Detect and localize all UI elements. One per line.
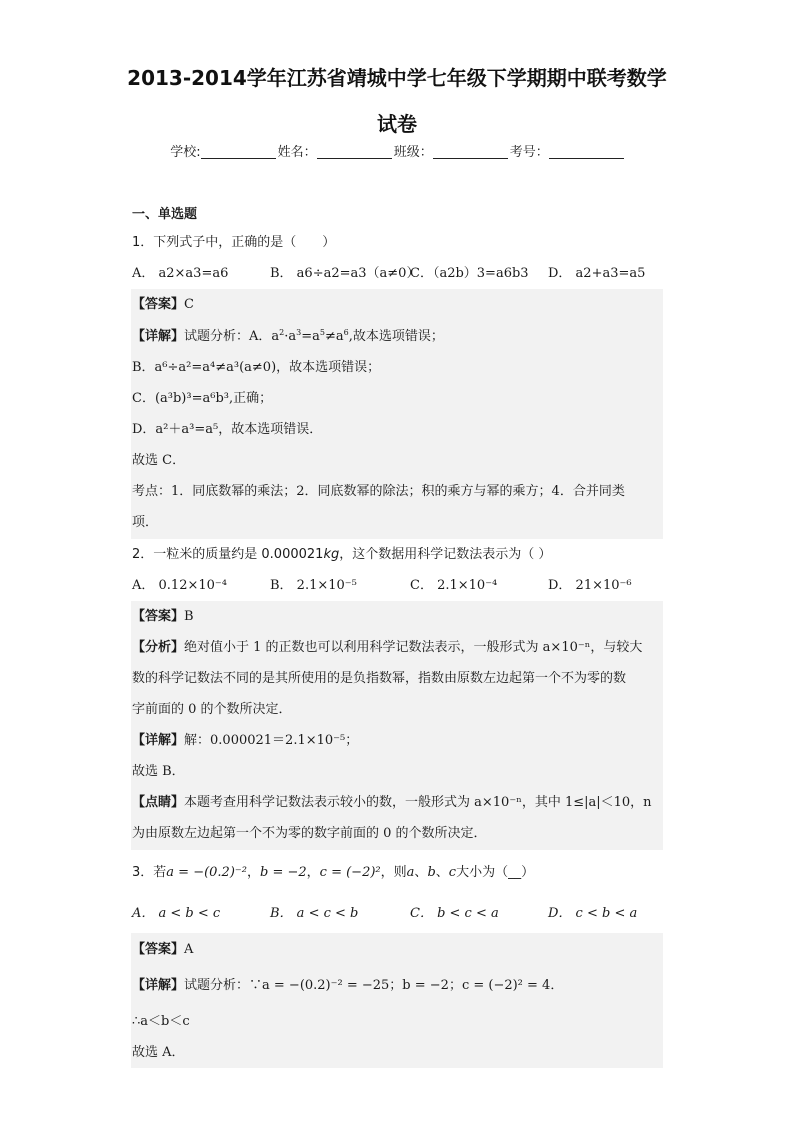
q2-option-d: D． 21×10⁻⁶ <box>548 578 632 593</box>
class-blank <box>433 144 508 159</box>
q1-option-a: A． a2×a3=a6 <box>132 266 229 281</box>
q3-option-c: C． b < c < a <box>410 906 499 921</box>
q1-answer: 【答案】C <box>132 297 194 312</box>
page-title-line2: 试卷 <box>377 112 417 136</box>
q1-option-d: D． a2+a3=a5 <box>548 266 646 281</box>
q2-analysis-1: 【分析】绝对值小于 1 的正数也可以利用科学记数法表示，一般形式为 a×10⁻ⁿ，与较大 <box>132 640 643 655</box>
q1-option-c: C．（a2b）3=a6b3 <box>410 266 529 281</box>
school-blank <box>201 144 276 159</box>
school-label: 学校: <box>170 145 201 160</box>
q2-option-c: C． 2.1×10⁻⁴ <box>410 578 498 593</box>
q2-analysis-3: 字前面的 0 的个数所决定． <box>132 702 292 717</box>
q3-detail-1: 【详解】试题分析：∵a = −(0.2)⁻² = −25；b = −2；c = (−2)² = 4． <box>132 978 564 993</box>
q3-option-d: D． c < b < a <box>548 906 638 921</box>
q1-kaodian-1: 考点：1．同底数幂的乘法；2．同底数幂的除法；积的乘方与幂的乘方；4．合并同类 <box>132 484 625 499</box>
q1-detail-2: B．a⁶÷a²=a⁴≠a³(a≠0)，故本选项错误； <box>132 360 381 375</box>
student-info-row <box>0 143 794 163</box>
q1-detail-1: 【详解】试题分析：A．$a^2\cdot a^3=a^5\ne a^6$,故本选项错误； <box>132 328 444 344</box>
q2-option-b: B． 2.1×10⁻⁵ <box>270 578 357 593</box>
q1-option-b: B． a6÷a2=a3（a≠0） <box>270 266 420 281</box>
q3-stem: 3．若a = −(0.2)⁻²，b = −2，c = (−2)²，则a、b、c大小为（__） <box>132 865 535 880</box>
q3-answer: 【答案】A <box>132 942 194 957</box>
q3-detail-2: ∴a＜b＜c <box>132 1014 190 1029</box>
q2-option-a: A． 0.12×10⁻⁴ <box>132 578 227 593</box>
class-label: 班级： <box>393 145 433 160</box>
q2-stem: 2．一粒米的质量约是 0.000021kg，这个数据用科学记数法表示为（ ） <box>132 547 552 562</box>
q1-detail-5: 故选 C． <box>132 453 186 468</box>
name-blank <box>317 144 392 159</box>
q2-detail-2: 故选 B． <box>132 764 185 779</box>
q3-detail-3: 故选 A． <box>132 1045 185 1060</box>
exam-no-blank <box>549 144 624 159</box>
page-title-line1: 2013-2014学年江苏省靖城中学七年级下学期期中联考数学 <box>127 66 667 90</box>
exam-no-label: 考号： <box>509 145 549 160</box>
name-label: 姓名： <box>277 145 317 160</box>
q2-detail-1: 【详解】解：0.000021＝2.1×10⁻⁵； <box>132 733 359 748</box>
q2-point-1: 【点睛】本题考查用科学记数法表示较小的数，一般形式为 a×10⁻ⁿ，其中 1≤|a|＜10，n <box>132 795 652 810</box>
q1-stem: 1．下列式子中，正确的是（ ） <box>132 235 336 250</box>
q1-kaodian-2: 项． <box>132 515 159 530</box>
q2-analysis-2: 数的科学记数法不同的是其所使用的是负指数幂，指数由原数左边起第一个不为零的数 <box>132 671 627 686</box>
q3-option-b: B． a < c < b <box>270 906 359 921</box>
q1-detail-3: C．(a³b)³=a⁶b³,正确； <box>132 391 273 406</box>
q2-point-2: 为由原数左边起第一个不为零的数字前面的 0 的个数所决定． <box>132 826 487 841</box>
q1-detail-4: D．a²＋a³=a⁵，故本选项错误． <box>132 422 323 437</box>
q3-option-a: A． a < b < c <box>132 906 221 921</box>
q2-answer: 【答案】B <box>132 609 194 624</box>
section-heading: 一、单选题 <box>132 207 198 222</box>
